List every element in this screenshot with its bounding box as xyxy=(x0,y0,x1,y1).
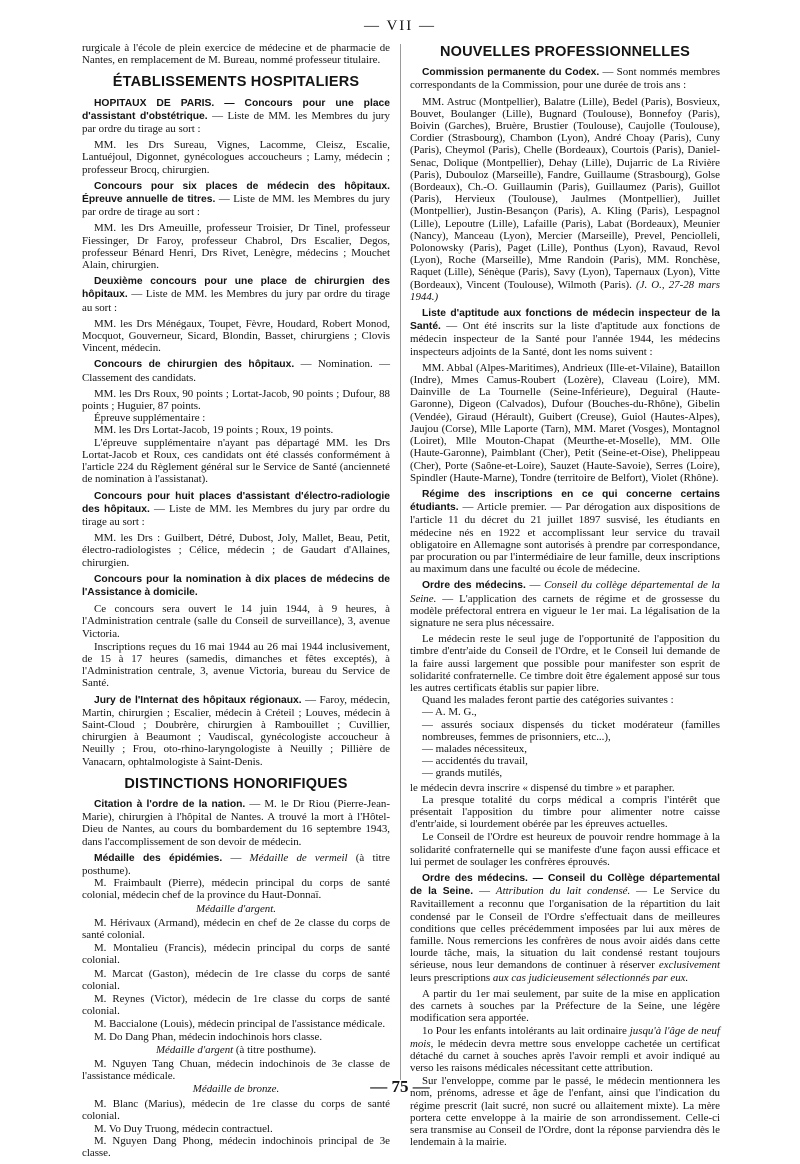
notice-head: Ordre des médecins. xyxy=(422,580,526,592)
notice-paragraph: Concours de chirurgien des hôpitaux. — Nomination. — Classement des candidats. xyxy=(82,358,390,384)
jury-list: MM. les Drs : Guilbert, Détré, Dubost, Joly, Mallet, Beau, Petit, électro-radiologistes ; Célice, médecin ; de Gaudart d'Allaines, chirurgien. xyxy=(82,532,390,569)
award-entry: M. Fraimbault (Pierre), médecin principal du corps de santé colonial, médecin chef de la province du Haut-Donnaï. xyxy=(82,877,390,902)
intro-paragraph: rurgicale à l'école de plein exercice de médecine et de pharmacie de Nantes, en remplacement de M. Bureau, nommé professeur titulaire. xyxy=(82,42,390,67)
notice-paragraph: Concours pour huit places d'assistant d'électro-radiologie des hôpitaux. — Liste de MM. les Membres du jury par ordre du tirage au sort : xyxy=(82,490,390,528)
notice-head: Médaille des épidémies. xyxy=(94,852,223,864)
body-paragraph: Ce concours sera ouvert le 14 juin 1944, à 9 heures, à l'Administration centrale (salle du Conseil de surveillance), 3, avenue Victoria. xyxy=(82,603,390,640)
notice-head: Deuxième concours pour une place de chirurgien des hôpitaux. xyxy=(82,276,390,301)
page-number: — 75 — xyxy=(370,1077,430,1096)
member-list: MM. Astruc (Montpellier), Balatre (Lille), Bedel (Paris), Bosvieux, Bouvet, Boulanger (Lille), Bugnard (Toulouse), Bonnefoy (Paris), Boivin (Garches), Bruère, Brustier (Toulouse), Caujolle (Toulouse), Cordier (Strasbourg), Chambon (Lyon), André Choay (Paris), Cuny (Paris), Cheymol (Paris), Chelle (Bordeaux), Courtois (Paris), Daniel-Senac, Dolique (Montpellier), Dehay (Lille), Dujarric de La Rivière (Paris), Dubouloz (Marseille), Fandre, Guillaume (Strasbourg), Golse (Bordeaux), Ch.-O. Guillaumin (Paris), Guillaumez (Paris), Guillot (Paris), Hervieux (Toulouse), Jaulmes (Montpellier), Juillet (Montpellier), Justin-Besançon (Paris), A. Kling (Paris), Lespagnol (Lille), Lepoutre (Lille), Lafaille (Paris), Labat (Bordeaux), Meunier (Nancy), Manceau (Lyon), Mercier (Marseille), Prevel, Penciolleli, Polonowsky (Paris), Paget (Lille), Ponthus (Lyon), Ravaud, Revol (Lyon), Roche (Marseille), Mme Randoin (Paris), MM. Ronchèse, Raquet (Lille), Sénèque (Paris), Savy (Lyon), Tapernaux (Lyon), Vitte (Bordeaux), Vincent (Toulouse), Wilmoth (Paris). (J. O., 27-28 mars 1944.) xyxy=(410,95,721,303)
notice-head: Ordre des médecins. — Conseil du Collège départemental de la Seine. xyxy=(410,873,720,898)
hospital-section-title: ÉTABLISSEMENTS HOSPITALIERS xyxy=(112,74,360,91)
notice-paragraph: Commission permanente du Codex. — Sont nommés membres correspondants de la Commission, pour une durée de trois ans : xyxy=(410,66,720,92)
award-entry: M. Blanc (Marius), médecin de 1re classe du corps de santé colonial. xyxy=(82,1097,390,1122)
category-list xyxy=(410,706,720,779)
ranking-paragraph: L'épreuve supplémentaire n'ayant pas départagé MM. les Drs Lortat-Jacob et Roux, ces candidats ont été classés conformément à l'article 224 du Règlement général sur le Service de Santé (ancienneté de nomination à l'assistanat). xyxy=(82,436,390,486)
notice-paragraph: Ordre des médecins. — Conseil du Collège départemental de la Seine. — Attribution du lait condensé. — Le Service du Ravitaillement a reconnu que l'organisation de la répartition du lait condensé par le Conseil de l'Ordre s'effectuait dans de meilleures conditions que celles précédemment imposées par lui aux mères de famille. Nous remercions les confrères de nous avoir aidés dans cette lourde tâche, mais, la situation du lait condensé restant toujours sérieuse, nous leur demandons de continuer à réserver exclusivement leurs prescriptions aux cas judicieusement sélectionnés par eux. xyxy=(410,873,720,984)
notice-paragraph: Médaille des épidémies. — Médaille de vermeil (à titre posthume). xyxy=(82,851,390,877)
body-paragraph: La presque totalité du corps médical a compris l'intérêt que présentait l'apposition du timbre pour alimenter notre caisse d'entr'aide, si lourdement obérée par les épreuves actuelles. xyxy=(410,793,720,831)
jury-list: MM. les Drs Ménégaux, Toupet, Fèvre, Houdard, Robert Monod, Mocquot, Gouverneur, Sicard, Blondin, Basset, chirurgiens ; Clovis Vincent, médecin. xyxy=(82,317,390,355)
notice-head: Commission permanente du Codex. xyxy=(422,67,600,79)
notice-head: Concours pour la nomination à dix places de médecins de l'Assistance à domicile. xyxy=(82,573,390,598)
source-citation: (J. O., 27-28 mars 1944.) xyxy=(410,278,721,303)
notice-head: Jury de l'Internat des hôpitaux régionaux. xyxy=(94,694,302,706)
notice-paragraph: Ordre des médecins. — Conseil du collège départemental de la Seine. — L'application des carnets de régime et de grossesse du modèle préfectoral entrera en vigueur le 1er mai. La légalisation de la signature ne sera plus nécessaire. xyxy=(410,579,720,629)
award-subheading: Médaille d'argent (à titre posthume). xyxy=(155,1043,317,1056)
list-item: — grands mutilés, xyxy=(422,767,503,780)
notice-paragraph: HOPITAUX DE PARIS. — Concours pour une place d'assistant d'obstétrique. — Liste de MM. les Membres du jury par ordre du tirage au sort : xyxy=(82,97,390,136)
notice-paragraph: Citation à l'ordre de la nation. — M. le Dr Riou (Pierre-Jean-Marie), chirurgien à l'hôpital de Nantes. A trouvé la mort à l'Hôtel-Dieu de Nantes, au cours du bombardement du 16 septembre 1943, dans l'accomplissement de son devoir de médecin. xyxy=(82,797,390,848)
distinctions-section-title: DISTINCTIONS HONORIFIQUES xyxy=(124,775,348,792)
body-paragraph: Sur l'enveloppe, comme par le passé, le médecin mentionnera les nom, prénoms, adresse et âge de l'enfant, ainsi que l'indication du régime prescrit (lait sucré, non sucré ou allaitement mixte). La mère portera cette enveloppe à la mairie de son arrondissement. Celle-ci sera transmise au Conseil de l'Ordre, dont la réponse parviendra dès le lendemain à la mairie. xyxy=(410,1075,720,1149)
ranking-paragraph: MM. les Drs Lortat-Jacob, 19 points ; Roux, 19 points. xyxy=(94,424,334,437)
award-entry: M. Marcat (Gaston), médecin de 1re classe du corps de santé colonial. xyxy=(82,967,390,992)
body-paragraph: Le médecin reste le seul juge de l'opportunité de l'apposition du timbre d'entr'aide du Conseil de l'Ordre, et le Conseil lui demande de la faire aussi largement que possible pour manifester son esprit de solidarité confraternelle. Ce timbre doit être également apposé sur tous les autres certificats établis sur papier libre. xyxy=(410,633,720,694)
ranking-paragraph: MM. les Drs Roux, 90 points ; Lortat-Jacob, 90 points ; Dufour, 88 points ; Huguier, 87 points. xyxy=(82,387,390,413)
notice-head: Concours pour six places de médecin des hôpitaux. Épreuve annuelle de titres. xyxy=(82,180,390,206)
award-entry: M. Reynes (Victor), médecin de 1re classe du corps de santé colonial. xyxy=(82,993,390,1018)
notice-head: Concours pour huit places d'assistant d'électro-radiologie des hôpitaux. xyxy=(82,490,390,515)
award-entry: M. Montalieu (Francis), médecin principal du corps de santé colonial. xyxy=(82,942,390,967)
notice-paragraph: Jury de l'Internat des hôpitaux régionaux. — Faroy, médecin, Martin, chirurgien ; Escalier, médecin à Créteil ; Louves, médecin à Saint-Cloud ; Doubrère, chirurgien à Rambouillet ; Cuvillier, chirurgien à Beaumont ; Vaudiscal, gynécologiste accoucheur à Neuilly ; Frou, oto-rhino-laryngologiste à Neuilly ; Pillière de Vanacarn, ophtalmologiste à Saint-Denis. xyxy=(82,693,391,768)
award-entry: M. Nguyen Dang Phong, médecin indochinois principal de 3e classe. xyxy=(82,1135,390,1160)
left-column xyxy=(82,42,390,1164)
inspector-list: MM. Abbal (Alpes-Maritimes), Andrieux (Ille-et-Vilaine), Bataillon (Indre), Mmes Camus-Roubert (Lozère), Claveau (Loire), MM. Dainville de La Tournelle (Seine-Inférieure), Deguiral (Haute-Garonne), Digeon (Calvados), Dufour (Bouches-du-Rhône), Gibelin (Vendée), Giraud (Hérault), Guibert (Creuse), Guiol (Hautes-Alpes), Jaujou (Corse), Mlle Laporte (Tarn), MM. Maret (Vosges), Montagnol (Loiret), Mlle Mouton-Chapat (Meurthe-et-Moselle), MM. Olle (Haute-Garonne), Paimblant (Cher), Petit (Seine-et-Oise), Phelippeau (Cher), Porte (Saône-et-Loire), Sauzet (Haute-Savoie), Serres (Loire), Spindler (Haute-Marne), Tondre (territoire de Belfort), Violet (Rhône). xyxy=(410,361,720,484)
page-header: — VII — xyxy=(363,18,437,34)
body-paragraph: 1o Pour les enfants intolérants au lait ordinaire jusqu'à l'âge de neuf mois, le médecin devra mettre sous enveloppe cachetée un certificat détaché du carnet à souches après l'avoir rempli et avoir indiqué au verso les raisons médicales nécessitant cette attribution. xyxy=(410,1025,720,1075)
notice-paragraph: Concours pour six places de médecin des hôpitaux. Épreuve annuelle de titres. — Liste de MM. les Membres du jury par ordre de tirage au sort : xyxy=(82,180,390,219)
award-entry: M. Nguyen Tang Chuan, médecin indochinois de 3e classe de l'assistance médicale. xyxy=(82,1058,390,1083)
column-divider xyxy=(400,44,401,1080)
right-column xyxy=(410,42,720,1152)
notice-paragraph: Deuxième concours pour une place de chirurgien des hôpitaux. — Liste de MM. les Membres du jury par ordre du tirage au sort : xyxy=(82,276,390,314)
award-entry: M. Do Dang Phan, médecin indochinois hors classe. xyxy=(94,1030,323,1043)
list-item: — malades nécessiteux, xyxy=(422,742,527,755)
award-subheading: Médaille d'argent. xyxy=(196,902,276,915)
jury-list: MM. les Drs Ameuille, professeur Troisier, Dr Tinel, professeur Fiessinger, Dr Faroy, professeur Chabrol, Drs Escalier, Degos, professeur Bénard Henri, Drs Rivet, Lenègre, médecins ; Mouchet Alain, chirurgien. xyxy=(82,222,390,272)
notice-head: Liste d'aptitude aux fonctions de médecin inspecteur de la Santé. xyxy=(410,308,720,333)
body-paragraph: A partir du 1er mai seulement, par suite de la mise en application des carnets à souches par la Préfecture de la Seine, une légère modification sera apportée. xyxy=(410,987,720,1025)
notice-head: Régime des inscriptions en ce qui concerne certains étudiants. xyxy=(410,488,720,514)
award-entry: M. Vo Duy Truong, médecin contractuel. xyxy=(94,1123,273,1136)
ranking-paragraph: Épreuve supplémentaire : xyxy=(94,412,206,425)
body-paragraph: Inscriptions reçues du 16 mai 1944 au 26 mai 1944 inclusivement, de 15 à 17 heures (samedis, dimanches et fêtes exceptés), à l'Administration centrale, 3, avenue Victoria, bureau du Service de Santé. xyxy=(82,640,390,690)
notice-head: HOPITAUX DE PARIS. — Concours pour une place d'assistant d'obstétrique. xyxy=(82,97,390,122)
notice-head: Citation à l'ordre de la nation. xyxy=(94,798,246,810)
list-item: — assurés sociaux dispensés du ticket modérateur (familles nombreuses, femmes de prisonniers, etc...), xyxy=(422,718,720,743)
award-subheading: Médaille de bronze. xyxy=(192,1083,280,1096)
body-paragraph: Quand les malades feront partie des catégories suivantes : xyxy=(422,694,674,707)
list-item: — accidentés du travail, xyxy=(422,755,528,768)
body-paragraph: Le Conseil de l'Ordre est heureux de pouvoir rendre hommage à la solidarité confraternelle qui se manifeste d'une façon aussi efficace et lui permet de soulager les confrères éprouvés. xyxy=(410,831,720,868)
body-paragraph: le médecin devra inscrire « dispensé du timbre » et parapher. xyxy=(410,781,675,794)
jury-list: MM. les Drs Sureau, Vignes, Lacomme, Cleisz, Escalie, Lantuéjoul, Digonnet, gynécologues accoucheurs ; Lamy, médecin ; professeur Brocq, chirurgien. xyxy=(82,139,390,176)
professional-news-title: NOUVELLES PROFESSIONNELLES xyxy=(439,44,691,60)
list-item: — A. M. G., xyxy=(422,706,477,719)
award-entry: M. Baccialone (Louis), médecin principal de l'assistance médicale. xyxy=(94,1018,386,1031)
notice-paragraph: Liste d'aptitude aux fonctions de médecin inspecteur de la Santé. — Ont été inscrits sur la liste d'aptitude aux fonctions de médecin inspecteur de la Santé pour l'année 1944, les médecins inspecteurs adjoints de la Santé, dont les noms suivent : xyxy=(410,308,720,358)
notice-paragraph: Régime des inscriptions en ce qui concerne certains étudiants. — Article premier. — Par dérogation aux dispositions de l'article 11 du décret du 21 juillet 1897 susvisé, les étudiants en médecine nés en 1922 et accomplissant leur service du travail obligatoire en Allemagne sont autorisés à prendre par correspondance, par procuration ou par l'intermédiaire de leur famille, deux inscriptions au maximum dans une faculté ou école de médecine. xyxy=(410,488,720,576)
notice-head: Concours de chirurgien des hôpitaux. xyxy=(94,359,295,371)
award-entry: M. Hérivaux (Armand), médecin en chef de 2e classe du corps de santé colonial. xyxy=(82,916,390,941)
notice-paragraph xyxy=(82,573,390,599)
